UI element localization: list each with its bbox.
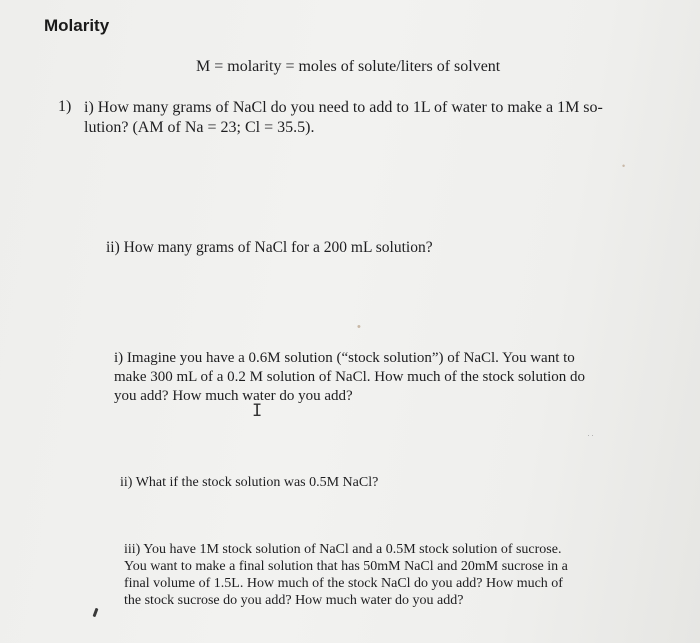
question-2-i-line-2: make 300 mL of a 0.2 M solution of NaCl. How much of the stock solution do: [114, 369, 586, 385]
question-2-i-line-3: you add? How much water do you add?: [114, 388, 353, 404]
molarity-formula: M = molarity = moles of solute/liters of solvent: [196, 58, 501, 75]
question-2-ii: ii) What if the stock solution was 0.5M NaCl?: [120, 475, 379, 490]
question-1-i-line-1: i) How many grams of NaCl do you need to add to 1L of water to make a 1M so-: [84, 99, 603, 116]
question-1-number: 1): [58, 98, 72, 115]
text-cursor-icon: I: [252, 401, 263, 421]
paper-speck: •: [357, 321, 361, 333]
question-1-i-line-2: lution? (AM of Na = 23; Cl = 35.5).: [84, 119, 315, 136]
pencil-mark: [93, 608, 99, 617]
question-2-iii-line-1: iii) You have 1M stock solution of NaCl and a 0.5M stock solution of sucrose.: [124, 542, 562, 557]
question-1-i: [84, 98, 644, 138]
paper-speck: ··: [587, 430, 595, 440]
question-2-i: [114, 349, 624, 406]
page-title: Molarity: [44, 16, 110, 35]
paper-speck: •: [622, 161, 626, 171]
question-2-iii-line-2: You want to make a final solution that has 50mM NaCl and 20mM sucrose in a: [124, 559, 568, 574]
question-2-iii: [124, 541, 624, 609]
question-1-ii: ii) How many grams of NaCl for a 200 mL solution?: [106, 239, 433, 256]
question-2-iii-line-3: final volume of 1.5L. How much of the stock NaCl do you add? How much of: [124, 576, 563, 591]
question-2-iii-line-4: the stock sucrose do you add? How much water do you add?: [124, 593, 464, 608]
question-2-i-line-1: i) Imagine you have a 0.6M solution (“stock solution”) of NaCl. You want to: [114, 350, 575, 366]
